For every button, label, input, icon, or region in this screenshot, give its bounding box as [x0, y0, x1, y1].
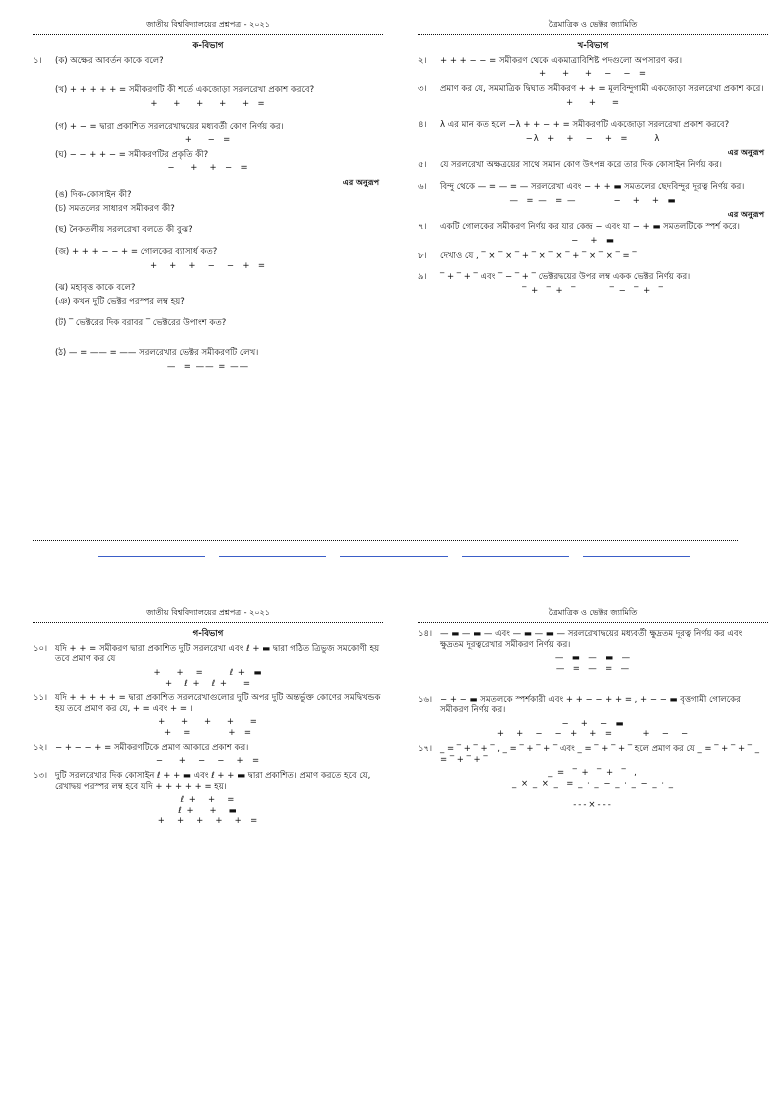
question-13: ১৩। দুটি সরলরেখার দিক কোসাইন ℓ + + ▬ এবং ℓ + + ▬ দ্বারা প্রকাশিত। প্রমাণ করতে হবে যে, রেখাদ্বয় পরস্পর লম্ব হবে যদি + + + + + = হয়। [33, 770, 371, 792]
link-2[interactable] [219, 555, 326, 557]
page-header-right: ত্রৈমাত্রিক ও ভেক্টর জ্যামিতি [418, 608, 768, 623]
page-header-right: ত্রৈমাত্রিক ও ভেক্টর জ্যামিতি [418, 20, 768, 35]
anurup-label: এর অনুরূপ [727, 210, 764, 220]
link-row [98, 555, 690, 557]
question-1e: (ঙ) দিক-কোসাইন কী? [55, 190, 132, 200]
math-13: ℓ + + = ℓ + + ▬ + + + + + = [157, 795, 259, 827]
math-1b: + + + + + = [150, 98, 266, 109]
question-12: ১২। − + − − + = সমীকরণটিকে প্রমাণ আকারে প্রকাশ কর। [33, 742, 249, 753]
page-header-left: জাতীয় বিশ্ববিদ্যালয়ের প্রশ্নপত্র - ২০২১ [33, 20, 383, 35]
question-1k: (ট) ‾ ভেক্টরের দিক বরাবর ‾ ভেক্টরের উপাংশ কত? [55, 318, 227, 329]
math-1l: — = —— = —— [166, 361, 250, 372]
question-6: ৬। বিন্দু থেকে — = — = — সরলরেখা এবং − + + ▬ সমতলের ছেদবিন্দুর দূরত্ব নির্ণয় কর। [418, 182, 745, 192]
question-1i: (ঝ) মহাবৃত্ত কাকে বলে? [55, 283, 136, 294]
question-15: ১৪। — ▬ — ▬ — এবং — ▬ — ▬ — সরলরেখাদ্বয়ের মধ্যবর্তী ক্ষুদ্রতম দূরত্ব নির্ণয় কর এবং ক্ষুদ্রতম দূরত্বরেখার সমীকরণ নির্ণয় কর। [418, 629, 743, 650]
question-3: ৩। প্রমাণ কর যে, সমমাত্রিক দ্বিঘাত সমীকরণ + + = মূলবিন্দুগামী একজোড়া সরলরেখা প্রকাশ করে। [418, 83, 764, 94]
question-7: ৭। একটি গোলকের সমীকরণ নির্ণয় কর যার কেন্দ্র − এবং যা − + ▬ সমতলটিকে স্পর্শ করে। [418, 222, 740, 233]
math-7: − + ▬ [571, 235, 615, 246]
section-ga-title: গ-বিভাগ [192, 629, 224, 639]
question-17: ১৭। _ = ‾ + ‾ + ‾ , _ = ‾ + ‾ + ‾ এবং _ = ‾ + ‾ + ‾ হলে প্রমাণ কর যে _ = ‾ + ‾ + ‾ _ = ‾ + ‾ + ‾ [418, 744, 759, 765]
question-1c: (গ) + − = দ্বারা প্রকাশিত সরলরেখাদ্বয়ের মধ্যবর্তী কোণ নির্ণয় কর। [55, 121, 284, 132]
math-15: — ▬ — ▬ — — = — = — [554, 653, 632, 674]
anurup-label: এর অনুরূপ [727, 148, 764, 158]
page-1 [0, 20, 768, 520]
link-3[interactable] [340, 555, 447, 557]
page-divider [33, 540, 738, 541]
page-header-left: জাতীয় বিশ্ববিদ্যালয়ের প্রশ্নপত্র - ২০২১ [33, 608, 383, 623]
math-12: − + − − + = [155, 756, 261, 767]
question-5: ৫। যে সরলরেখা অক্ষত্রয়ের সাথে সমান কোণ উৎপন্ন করে তার দিক কোসাইন নির্ণয় কর। [418, 160, 722, 171]
section-kha-title: খ-বিভাগ [577, 41, 609, 51]
section-ka-title: ক-বিভাগ [192, 41, 224, 51]
anurup-label: এর অনুরূপ [342, 178, 379, 187]
question-1a: ১। (ক) অক্ষের আবর্তন কাকে বলে? [33, 55, 164, 66]
question-11: ১১। যদি + + + + + = দ্বারা প্রকাশিত সরলরেখাগুলোর দুটি অপর দুটি অন্তর্ভুক্ত কোণের সমদ্বিখন্ডক হয় তবে প্রমাণ কর যে, + = এবং + = । [33, 693, 381, 714]
link-4[interactable] [462, 555, 569, 557]
link-1[interactable] [98, 555, 205, 557]
math-2: + + + − − = [539, 69, 647, 80]
question-1l: (ঠ) — = —— = —— সরলরেখার ভেক্টর সমীকরণটি লেখ। [55, 348, 259, 358]
page1-left-column [33, 20, 383, 376]
question-1h: (জ) + + + − − + = গোলকের ব্যাসার্ধ কত? [55, 246, 218, 257]
question-1g: (ছ) নৈকতলীয় সরলরেখা বলতে কী বুঝ? [55, 225, 193, 236]
math-6: — = — = — − + + ▬ [509, 195, 677, 206]
question-2: ২। + + + − − = সমীকরণ থেকে একমাত্রাবিশিষ্ট পদগুলো অপসারণ কর। [418, 55, 683, 66]
question-10: ১০। যদি + + = সমীকরণ দ্বারা প্রকাশিত দুটি সরলরেখা এবং ℓ + ▬ দ্বারা গঠিত ত্রিভুজ সমকোণী হয় তবে প্রমাণ কর যে [33, 643, 380, 665]
math-17: _ = ‾ + ‾ + ‾ , _ × _ × _ = _ ⋅ _ − _ ⋅ _ − _ ⋅ _ [512, 768, 674, 789]
math-1c: + − = [184, 135, 232, 146]
question-1f: (চ) সমতলের সাধারণ সমীকরণ কী? [55, 203, 175, 214]
question-1j: (ঞ) কখন দুটি ভেক্টর পরস্পর লম্ব হয়? [55, 296, 185, 307]
page1-right-column [418, 20, 768, 300]
question-8: ৮। দেখাও যে , ‾ × ‾ × ‾ + ‾ × ‾ × ‾ + ‾ × ‾ × ‾ = ‾ [418, 250, 637, 261]
math-9: ‾ + ‾ + ‾ ‾ − ‾ + ‾ [522, 285, 664, 296]
math-1h: + + + − − + = [149, 260, 267, 271]
math-16: − + − ▬ + + − − + + = + − − [496, 718, 690, 740]
link-5[interactable] [583, 555, 690, 557]
question-9: ৯। ‾ + ‾ + ‾ এবং ‾ − ‾ + ‾ ভেক্টরদ্বয়ের উপর লম্ব একক ভেক্টর নির্ণয় কর। [418, 272, 691, 283]
math-3: + + = [566, 97, 620, 108]
page-2 [0, 608, 768, 1108]
question-16: ১৬। − + − ▬ সমতলকে স্পর্শকারী এবং + + − − + + = , + − − ▬ বৃত্তগামী গোলকের সমীকরণ নির্ণয় কর। [418, 694, 741, 716]
end-mark: ---×--- [573, 799, 613, 810]
math-4: −λ + + − + = λ [525, 133, 661, 144]
math-1d: − + + − = [167, 163, 249, 174]
math-11: + + + + = + = + = [158, 717, 258, 738]
question-1b: (খ) + + + + + = সমীকরণটি কী শর্তে একজোড়া সরলরেখা প্রকাশ করবে? [55, 85, 315, 96]
question-1d: (ঘ) − − + + − = সমীকরণটির প্রকৃতি কী? [55, 149, 209, 160]
page2-right-column [418, 608, 768, 810]
page2-left-column [33, 608, 383, 831]
question-4: ৪। λ এর মান কত হলে −λ + + − + = সমীকরণটি একজোড়া সরলরেখা প্রকাশ করবে? [418, 120, 730, 131]
math-10: + + = ℓ + ▬ + ℓ + ℓ + = [153, 667, 263, 689]
